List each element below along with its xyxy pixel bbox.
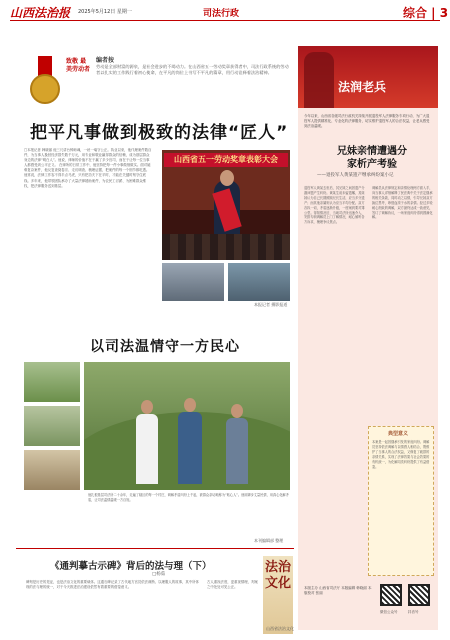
person-head	[231, 404, 243, 418]
person-figure	[178, 412, 202, 484]
badge-label: 致敬 最美劳动者	[66, 58, 91, 73]
wechat-qr-label: 微信公众号	[380, 610, 398, 614]
wechat-qr-code-icon[interactable]	[380, 584, 402, 606]
person-head	[184, 398, 196, 412]
person-head	[141, 400, 153, 414]
douyin-qr-label: 抖音号	[408, 610, 419, 614]
sidebar-intro: 今年以来，山西省各级司法行政机关持续开展退役军人法律服务专项行动，为广大退役军人提供精准化、专业化的法律服务，切实维护退役军人的合法权益，让老兵感受到法治温暖。	[304, 114, 430, 129]
work-photo-1	[162, 263, 224, 301]
masthead	[0, 0, 450, 44]
intro-text: 劳动是全部财富的源泉，是社会进步的不竭动力。在山西省五一劳动奖章获得者中，司法行政系统的劳动者以扎实的工作践行着初心使命，在平凡的岗位上书写不平凡的篇章，用行动诠释着法治精神。	[96, 64, 289, 75]
article3-byline: □杨茹	[152, 572, 166, 577]
article2-caption: 本刊编辑部 整理	[254, 538, 284, 543]
article1-byline: □本报记者 韩晓丽	[24, 148, 53, 152]
award-banner: 山西省五一劳动奖章表彰大会	[164, 153, 288, 167]
field-photo	[84, 362, 290, 490]
issue-date: 2025年5月12日 星期一	[78, 9, 132, 15]
article3-body: 碑刻是历史的见证，也是法治文化的重要载体。这通石碑记录了古代地方官员依法裁断、以理服人的故事，其中所体现的法与理的统一，对于今天推进法治建设依然有着重要的借鉴意义。	[26, 580, 199, 590]
sidebar-column-1: 退役军人黄某去世后，其兄妹之间因遗产分割问题产生纠纷。黄某生前未留遗嘱，其妹妹认为自己长期照顾兄长生活，应当多分遗产；而其他亲属则认为应当平均分配。双方各执一词，矛盾逐渐升级，一度闹到要对簿公堂。得知情况后，当地司法所迅速介入，安排专职调解员上门了解情况，耐心倾听各方诉求，梳理争议焦点。	[304, 186, 365, 225]
grid-photo-1	[24, 362, 80, 402]
grid-photo-2	[24, 406, 80, 446]
award-ceremony-photo	[162, 150, 290, 260]
article1-headline: 把平凡事做到极致的法律“匠人”	[30, 123, 289, 143]
intro-title: 编者按	[96, 57, 115, 64]
person-figure	[226, 418, 248, 484]
law-culture-label: 山西省法治文化	[266, 626, 294, 631]
work-photo-2	[228, 263, 290, 301]
article1-text-a: 他三尺讲台铸师魂，一丝一毫守公正。执业以来，他代理案件数百件，为当事人挽回经济损失数千万元，用专业和敬业赢得群众的信赖，成为基层群众身边的法律“明白人”。他说，律师的价值不在于赢了多少官司，而在于让每一位当事人都感受到公平正义。	[24, 148, 152, 168]
article2-headline: 以司法温情守一方民心	[90, 339, 240, 355]
article3-headline: 《通判摹古示碑》背后的法与理（下）	[50, 561, 212, 572]
award-crowd	[162, 234, 290, 260]
article1-body	[24, 148, 152, 302]
sidebar-title: 法润老兵	[338, 80, 387, 94]
section-divider	[16, 548, 294, 549]
article1-caption: 本报记者 摄影报道	[254, 302, 288, 307]
case-significance-title: 典型意义	[388, 431, 409, 437]
person-figure	[136, 414, 158, 484]
award-person-head	[220, 170, 234, 186]
article2-body: 他扎根基层司法所二十余年，走遍了辖区的每一个村庄，调解矛盾纠纷上千起，被群众亲切地称为“贴心人”。他用脚步丈量民情，用真心化解矛盾，让司法温情温暖一方百姓。	[88, 493, 289, 502]
sidebar-column-2: 调解员从法律规定和亲情伦理两方面入手，向当事人详细解释了民法典中关于法定继承的相关条款，同时动之以情，引导兄妹双方换位思考，珍惜血浓于水的亲情。经过多轮耐心细致的调解，双方最终达成一致意见，签订了调解协议，一场家庭纠纷得到圆满化解。	[372, 186, 433, 220]
newspaper-logo: 山西法治报	[10, 6, 71, 20]
law-culture-title: 法治文化	[264, 560, 291, 591]
qr-row	[304, 584, 432, 618]
soldier-silhouette-icon	[304, 52, 334, 108]
section-title: 司法行政	[203, 9, 240, 19]
article1-text-b: 在律所的日常工作中，他坚持把每一件小事做细做实。面对疑难复杂案件，他反复查阅卷宗、走访调查、梳理证据，把案件的每一个细节都吃透。他常说，法律工作容不得半点马虎，只有把功夫下在平时，才能在关键时刻守住底线。多年来，他带领团队承办了大量法律援助案件，为农民工讨薪、为困难群众维权，把法律服务送到基层。	[24, 163, 151, 188]
masthead-divider	[10, 20, 440, 21]
page-number: 综合 | 3	[403, 6, 449, 20]
medal-disc	[30, 74, 60, 104]
douyin-qr-code-icon[interactable]	[408, 584, 430, 606]
article3-body-2: 古人重视法度，更重视情理，判案之中处处可见公正。	[207, 580, 258, 590]
medal-icon	[30, 56, 60, 106]
credits-text: 本版主办 山西省司法厅 本版编辑 韩晓丽 本版校对 张丽	[304, 586, 372, 595]
sidebar-subhead: ——退役军人黄某遗产继承纠纷案小记	[317, 173, 394, 178]
grid-photo-3	[24, 450, 80, 490]
case-significance-text: 本案是一起因继承引发的家庭纠纷。调解员坚持依法调解与以情感人相结合，既维护了当事人的合法权益，又修复了破损的亲情关系，实现了法律效果与社会效果的有机统一，为化解同类纠纷提供了有益借鉴。	[372, 440, 430, 469]
sidebar-headline: 兄妹亲情遭遇分家析产考验	[337, 146, 407, 170]
